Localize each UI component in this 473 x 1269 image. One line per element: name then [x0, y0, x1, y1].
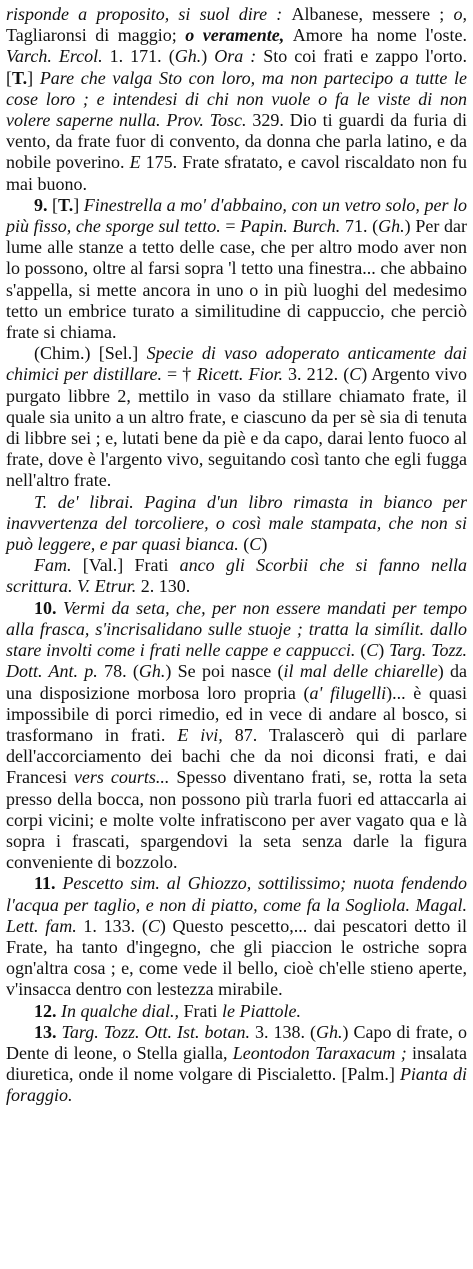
text-run: ) Capo di frate, o Dente di leone, o Stella gialla, [6, 1021, 467, 1063]
text-run: ( [360, 640, 367, 661]
text-run: = † [167, 364, 197, 385]
italic-text-run: vers courts... [73, 767, 177, 788]
italic-text-run: Varch. Ercol. [6, 46, 110, 67]
text-run: Spesso diventano frati, se, rotta la seta presso della bocca, non possono più trarla fuori ed attaccarla ai corpi vicini; e molte volte infratiscono per aver vagato qua e là sopra i frascati, spargendovi la seta senza darle la figura conveniente di bozzolo. [6, 767, 467, 873]
entry-paragraph [6, 195, 467, 343]
entry-paragraph [6, 555, 467, 597]
text-run: ) da una disposizione morbosa loro propria ( [6, 661, 468, 703]
italic-text-run: C [366, 640, 379, 661]
italic-text-run: T. de' librai. Pagina d'un libro rimasta in bianco per inavvertenza del torcoliere, o così male stampata, che non si può leggere, e par quasi bianca. [6, 491, 467, 555]
bold-italic-text-run: o veramente, [185, 25, 293, 46]
bold-text-run: 11. [34, 873, 63, 894]
text-run: ) Argento vivo purgato libbre 2, mettilo in vaso da stillare chiamato frate, il quale sia unito a un altro frate, e ciascuno da per sè sia di tenuta di libbre sei ; e, lutati bene da piè e da capo, darai lento fuoco al frate, dove è l'argento vivo, seguitando così tanto che egli fugga nell'altro frate. [6, 364, 468, 491]
text-run: ) [378, 640, 390, 661]
dictionary-entry-text [6, 4, 467, 1107]
bold-text-run: 13. [34, 1021, 62, 1042]
italic-text-run: il mal delle chiarelle [283, 661, 438, 682]
text-run: 1. 133. ( [83, 915, 148, 936]
text-run: [ [52, 194, 59, 215]
bold-text-run: T. [12, 67, 28, 88]
entry-paragraph [6, 873, 467, 1000]
italic-text-run: Pescetto sim. al Ghiozzo, sottilissimo; nuota fendendo l'acqua per taglio, e non di piatto, come fa la Sogliola. Magal. Lett. fam. [6, 873, 467, 936]
bold-text-run: 10. [34, 597, 64, 618]
text-run: 2. 130. [140, 576, 191, 597]
text-run: 87. Tralascerò qui di parlare dell'accorciamento dei bachi che da noi diconsi frati, e dai Francesi [6, 724, 468, 788]
text-run: Frati [183, 1000, 222, 1021]
italic-text-run: Specie di vaso adoperato anticamente dai chimici per distillare. [6, 343, 467, 385]
italic-text-run: Gh. [316, 1021, 343, 1042]
text-run: 329. Dio ti guardi da furia di vento, da frate fuor di convento, da donna che parla latino, e da nobile poverino. [6, 110, 467, 173]
italic-text-run: o, [453, 4, 467, 24]
italic-text-run: Pianta di foraggio. [6, 1064, 468, 1106]
italic-text-run: E ivi, [177, 724, 235, 745]
italic-text-run: le Piattole. [221, 1000, 301, 1021]
text-run: 78. ( [104, 661, 139, 682]
text-run: 3. 138. ( [255, 1021, 317, 1042]
text-run: 71. ( [344, 216, 379, 237]
italic-text-run: Vermi da seta, che, per non essere mandati per tempo alla frasca, s'incrisalidano sulle stuoje ; tratta la simílit. dallo stare involti come i frati nelle cappe e cappucci. [6, 597, 468, 661]
text-run: (Chim.) [Sel.] [34, 343, 147, 364]
italic-text-run: risponde a proposito, si suol dire : [6, 4, 292, 24]
italic-text-run: Fam. [34, 555, 83, 576]
italic-text-run: In qualche dial., [61, 1000, 184, 1021]
text-run: ] [73, 194, 84, 215]
italic-text-run: Ora : [214, 46, 264, 67]
bold-text-run: T. [58, 194, 74, 215]
text-run: insalata diuretica, onde il nome volgare di Piscialetto. [Palm.] [6, 1042, 467, 1085]
text-run: ( [243, 534, 250, 555]
text-run: [Val.] Frati [82, 555, 180, 576]
text-run: ) Per dar lume alle stanze a tetto delle case, che per altro modo aver non lo possono, oltre al farsi sopra 'l tetto una finestra... che abbaino s'appella, si mette ancora in uno o in più luoghi del medesimo tetto un embrice turato a similitudine di cappuccio, che perciò frate si chiama. [6, 216, 467, 343]
entry-paragraph [6, 1001, 467, 1022]
text-run: Amore ha nome l'oste. [292, 25, 467, 46]
bold-text-run: 9. [34, 194, 53, 215]
text-run: ] [27, 67, 40, 88]
italic-text-run: Ricett. Fior. [196, 364, 289, 385]
text-run: 1. 171. ( [109, 46, 175, 67]
italic-text-run: Papin. Burch. [240, 216, 345, 237]
text-run: )... è quasi impossibile di porci rimedio, ed in vece di andare al bosco, si trasformano in frati. [6, 682, 467, 745]
italic-text-run: C [147, 915, 160, 936]
text-run: ) Se poi nasce ( [165, 661, 284, 682]
italic-text-run: Gh. [378, 216, 405, 237]
text-run: ) [261, 534, 268, 555]
entry-paragraph [6, 598, 467, 874]
italic-text-run: Targ. Tozz. Dott. Ant. p. [6, 640, 467, 682]
italic-text-run: Leontodon Taraxacum ; [232, 1042, 413, 1063]
text-run: = [225, 216, 241, 237]
italic-text-run: Targ. Tozz. Ott. Ist. botan. [61, 1021, 256, 1042]
entry-paragraph [6, 4, 467, 195]
text-run: Sto coi frati e zappo l'orto. [ [6, 46, 467, 88]
entry-paragraph [6, 1022, 467, 1107]
italic-text-run: Gh. [138, 661, 166, 682]
italic-text-run: Gh. [174, 46, 202, 67]
entry-paragraph [6, 492, 467, 556]
entry-paragraph [6, 343, 467, 491]
italic-text-run: C [349, 364, 362, 385]
italic-text-run: Pare che valga Sto con loro, ma non partecipo a tutte le cose loro ; e intendesi di chi non vuole o fa le viste di non volere saperne nulla. Prov. Tosc. [6, 67, 467, 131]
text-run: Albanese, messere ; [291, 4, 454, 24]
text-run: 3. 212. ( [288, 364, 350, 385]
italic-text-run: anco gli Scorbii che si fanno nella scrittura. V. Etrur. [6, 555, 468, 597]
text-run: Tagliaronsi di maggio; [6, 25, 186, 46]
italic-text-run: E [129, 152, 146, 173]
text-run: 175. Frate sfratato, e cavol riscaldato non fu mai buono. [6, 152, 467, 194]
bold-text-run: 12. [34, 1000, 61, 1021]
italic-text-run: C [249, 534, 262, 555]
text-run: ) [201, 46, 215, 67]
italic-text-run: Finestrella a mo' d'abbaino, con un vetro solo, per lo più fisso, che sporge sul tetto. [6, 194, 467, 237]
italic-text-run: a' filugelli [309, 682, 387, 703]
text-run: ) Questo pescetto,... dai pescatori detto il Frate, ha tanto d'ingegno, che gli piaccion le ostriche sopra ogn'altra cosa ; e, come vede il bello, cioè ch'elle stieno aperte, v'insacca dentro con lestezza mirabile. [6, 915, 467, 1000]
